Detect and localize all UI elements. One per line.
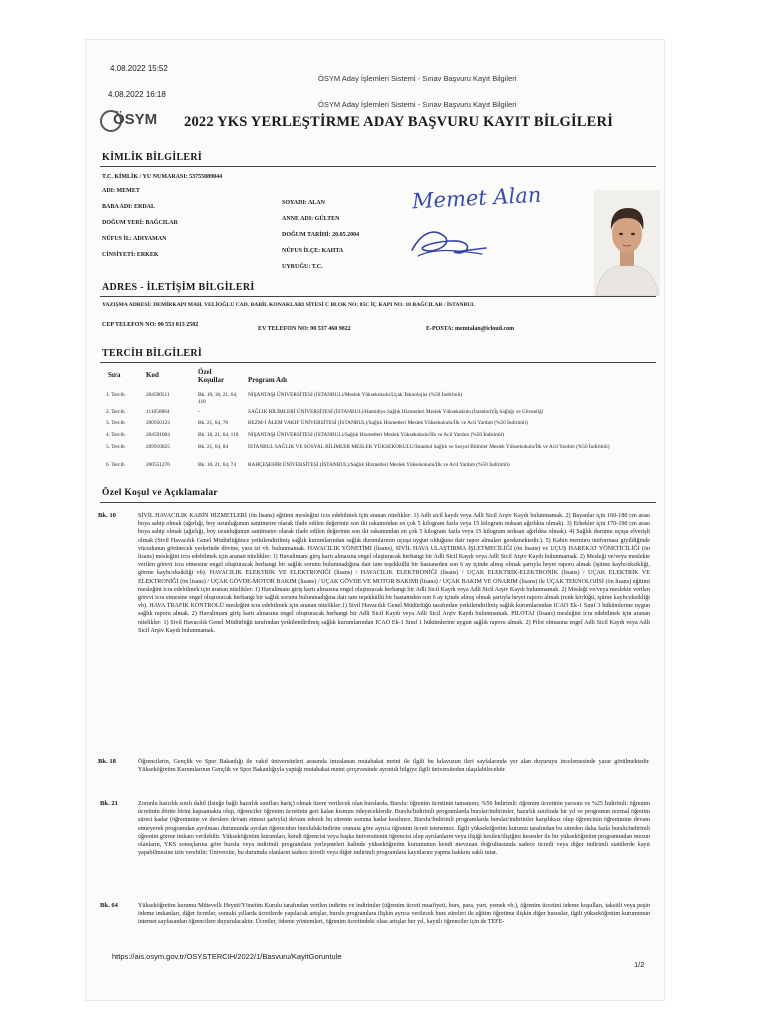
- signature-icon: [404, 220, 494, 264]
- system-title-2: ÖSYM Aday İşlemleri Sistemi - Sınav Başvuru Kayıt Bilgileri: [318, 100, 517, 109]
- page-title: 2022 YKS YERLEŞTİRME ADAY BAŞVURU KAYIT BİLGİLERİ: [184, 114, 614, 130]
- mobile-phone: CEP TELEFON NO: 90 553 813 2502: [102, 322, 199, 328]
- print-date-1: 4.08.2022 15:52: [110, 64, 168, 73]
- row-code: 204591084: [146, 432, 170, 438]
- row-conditions: Bk. 21, 64, 78: [198, 420, 229, 426]
- birth-place: DOĞUM YERİ: BAĞCILAR: [102, 220, 178, 226]
- col-program: Program Adı: [248, 376, 287, 384]
- note-text-bk64: Yükseköğretim kurumu Mütevelli Heyeti/Yönetim Kurulu tarafından verilen indirim ve indirimler (öğrenim ücreti muafiyeti, burs, para, yurt, yemek vb.), öğrenim ücretini ödeme koşulları, taksitli veya peşin ödeme imkanları, diğer ücretler, sonraki yıllarda ücretlerde yapılacak artışlar, burslu programlara ilişkin ayrıca verilecek burs süreleri ile eğitim öğretime ilişkin diğer hususlar, ilgili yükseköğretim kurumunun internet sayfasından öğrencilere duyurulacaktır. Ücretler, ödeme yöntemleri, öğrenim ücretindeki olası artışlar her yıl, kayıtlı öğrenciler için de TEFE-: [138, 903, 650, 926]
- gender: CİNSİYETİ: ERKEK: [102, 252, 159, 258]
- system-title-1: ÖSYM Aday İşlemleri Sistemi - Sınav Başvuru Kayıt Bilgileri: [318, 74, 517, 83]
- note-key-bk21: Bk. 21: [100, 800, 118, 807]
- applicant-photo: [594, 190, 660, 296]
- row-order: 6. Tercih: [106, 462, 125, 468]
- row-conditions: Bk. 10, 18, 21, 64, 118: [198, 392, 238, 405]
- home-phone: EV TELEFON NO: 90 537 460 9822: [258, 326, 351, 332]
- row-program: BAHÇEŞEHİR ÜNİVERSİTESİ (İSTANBUL)/Sağlık Hizmetleri Meslek Yüksekokulu/İlk ve Acil Yardım (%50 İndirimli): [248, 462, 510, 468]
- row-code: 200551276: [146, 462, 170, 468]
- row-order: 2. Tercih: [106, 409, 125, 415]
- note-text-bk18: Öğrencilerin, Gençlik ve Spor Bakanlığı ile vakıf üniversiteleri arasında imzalanan mutabakat metni ile ilgili bu kılavuzun ileri sayfalarında yer alan duyuruyu incelemesinde yarar görülmektedir. Yükseköğretim Kurumlarının Gençlik ve Spor Bakanlığıyla yaptığı mutabakat metni çerçevesinde ayrıntılı bilgiye ilgili üniversiteden ulaşılabilecektir.: [138, 759, 650, 774]
- row-program: SAĞLIK BİLİMLERİ ÜNİVERSİTESİ (İSTANBUL)/Hamidiye Sağlık Hizmetleri Meslek Yüksekokulu (İstanbul)/İş Sağlığı ve Güvenliği: [248, 409, 544, 415]
- registry-province: NÜFUS İL: ADIYAMAN: [102, 236, 167, 242]
- note-key-bk64: Bk. 64: [100, 902, 118, 909]
- col-conditions: Özel Koşullar: [198, 368, 225, 384]
- row-order: 5. Tercih: [106, 444, 125, 450]
- col-order: Sıra: [108, 371, 121, 379]
- print-date-2: 4.08.2022 16:18: [108, 90, 166, 99]
- row-conditions: Bk. 21, 64, 84: [198, 444, 229, 450]
- surname: SOYADI: ALAN: [282, 200, 325, 206]
- document-page: [86, 40, 664, 1000]
- row-code: 200950123: [146, 420, 170, 426]
- note-text-bk10: SİVİL HAVACILIK KABİN HİZMETLERİ (ön lisans) eğitimi mesleğini icra edebilmek için aranan nitelikler: 1) Adli sicil kaydı veya Adli Sicil Arşiv Kaydı bulunmamak. 2) Bayanlar için 160-180 cm arası boya sahip olmak (ağırlığı, boy uzunluğunun santimetre olarak ifade edilen değerinin son iki rakamından en çok 5 kilogram fazla veya 15 kilogram noksan ağırlıkta olmak). 3) Erkekler için 170-190 cm arası boya sahip olmak (ağırlığı, boy uzunluğunun santimetre olarak ifade edilen değerinin son iki rakamından en çok 5 kilogram fazla veya 15 kilogram noksan ağırlıkta olmak). 4) Sağlık durumu uçuşa elverişli olmak (Sivil Havacılık Genel Müdürlüğünce yetkilendirilmiş sağlık kurumlarından sağlık durumlarının uçuşa uygun olduğuna dair rapor almaları gerekmektedir.). 5) Kabin memuru üniforması giyildiğinde vücudunun görünecek yerlerinde dövme, yara izi vb. bulunmamak. HAVACILIK YÖNETİMİ (lisans), SİVİL HAVA ULAŞTIRMA İŞLETMECİLİĞİ (ön lisans) ve UÇUŞ HAREKAT YÖNETİCİLİĞİ (ön lisans) mesleğini icra edebilmek için aranan nitelikler: 1) Havalimanı giriş kartı almasına engel oluşturacak herhangi bir Adli Sicil Kaydı veya Adli Sicil Arşiv Kaydı bulunmamak. 2) Mesleği ve/veya meslekte verilen görevi icra etmesine engel oluşturacak herhangi bir sağlık sorunu bulunmadığına dair tam teşekküllü bir hastaneden son 6 ay içinde almış olmak şartıyla heyet raporu almak (işitme kaybı/eksikliği, görme kaybı/eksikliği vb). HAVACILIK ELEKTRİK VE ELEKTRONİĞİ (lisans) / HAVACILIK ELEKTRONİĞİ (lisans) / UÇAK ELEKTRİK-ELEKTRONİK (lisans) / UÇAK ELEKTRİK VE ELEKTRONİĞİ (ön lisans) / UÇAK GÖVDE-MOTOR BAKIM (lisans) / UÇAK GÖVDE VE MOTOR BAKIMI (lisans) / UÇAK BAKIM VE ONARIM (lisans) ile UÇAK TEKNOLOJİSİ (ön lisans) eğitimi mesleğini icra edebilmek için aranan nitelikler: 1) Havalimanı giriş kartı almasına engel oluşturacak herhangi bir Adli Sicil Kaydı veya Adli Sicil Arşiv Kaydı bulunmamak. 2) Mesleği ve/veya meslekte verilen görevi icra etmesine engel oluşturacak herhangi bir sağlık sorunu bulunmadığına dair tam teşekküllü bir hastaneden son 6 ay içinde almış olmak şartıyla heyet raporu almak (renk körlüğü, işitme kaybı/eksikliği vb). HAVA TRAFİK KONTROLÜ mesleğini icra edebilmek için aranan nitelikler:1) Sivil Havacılık Genel Müdürlüğü tarafından yetkilendirilmiş sağlık kurumlarından ICAO Ek-1 Sınıf 3 hükümlerine uygun sağlık raporu almak. 2) Havalimanı giriş kartı almasına engel oluşturacak herhangi bir Adli Sicil Kaydı veya Adli Sicil Arşiv Kaydı bulunmamak. PİLOTAJ (lisans) mesleğini icra edebilmek için aranan nitelikler: 1) Sivil Havacılık Genel Müdürlüğü tarafından yetkilendirilmiş sağlık kurumlarından ICAO Ek-1 Sınıf 1 hükümlerine uygun sağlık raporu almak. 2) Pilot olmasına engel Adli Sicil Kaydı veya Adli Sicil Arşiv Kaydı bulunmamak.: [138, 513, 650, 634]
- birth-date: DOĞUM TARİHİ: 20.05.2004: [282, 232, 360, 238]
- row-code: 209910025: [146, 444, 170, 450]
- preferences-heading: TERCİH BİLGİLERİ: [102, 348, 203, 359]
- row-conditions: -: [198, 409, 200, 415]
- row-code: 111050864: [146, 409, 170, 415]
- row-program: İSTANBUL SAĞLIK VE SOSYAL BİLİMLER MESLEK YÜKSEKOKULU/İstanbul Sağlık ve Sosyal Bilimler Meslek Yüksekokulu/İlk ve Acil Yardım (%50 İndirimli): [248, 444, 610, 450]
- nationality: UYRUĞU: T.C.: [282, 264, 323, 270]
- person-photo-icon: [594, 190, 660, 296]
- notes-heading: Özel Koşul ve Açıklamalar: [102, 488, 218, 498]
- osym-logo: [100, 108, 160, 130]
- mailing-address: YAZIŞMA ADRESİ: DEMİRKAPI MAH. VELİOĞLU CAD. BABİL KONAKLARI SİTESİ C BLOK NO: 85C İÇ KAPI NO: 18 BAĞCILAR / İSTANBUL: [102, 302, 476, 308]
- address-heading: ADRES - İLETİŞİM BİLGİLERİ: [102, 282, 255, 293]
- handwritten-name: Memet Alan: [411, 182, 542, 214]
- identity-rule: [100, 166, 656, 167]
- row-order: 3. Tercih: [106, 420, 125, 426]
- row-order: 1. Tercih: [106, 392, 125, 398]
- tc-number: T.C. KİMLİK / YU NUMARASI: 53755089044: [102, 174, 223, 180]
- note-key-bk18: Bk. 18: [98, 758, 116, 765]
- logo-text: ÖSYM: [113, 111, 158, 128]
- note-key-bk10: Bk. 10: [98, 512, 116, 519]
- mother-name: ANNE ADI: GÜLTEN: [282, 216, 340, 222]
- first-name: ADI: MEMET: [102, 188, 140, 194]
- row-code: 204590511: [146, 392, 170, 398]
- preferences-rule: [100, 362, 656, 363]
- address-rule: [100, 296, 656, 297]
- row-program: NİŞANTAŞI ÜNİVERSİTESİ (İSTANBUL)/Sağlık Hizmetleri Meslek Yüksekokulu/İlk ve Acil Yardım (%50 İndirimli): [248, 432, 504, 438]
- email: E-POSTA: memtalan@icloud.com: [426, 326, 515, 332]
- page-number: 1/2: [634, 960, 645, 969]
- row-conditions: Bk. 18, 21, 64, 118: [198, 432, 239, 438]
- row-order: 4. Tercih: [106, 432, 125, 438]
- identity-heading: KİMLİK BİLGİLERİ: [102, 152, 203, 163]
- col-code: Kod: [146, 371, 159, 379]
- note-text-bk21: Zorunlu hazırlık sınıfı dahil (İsteğe bağlı hazırlık sınıfları hariç) olmak üzere verilecek olan burslarda, Burslu: öğrenim ücretinin tamamını; %50 İndirimli: öğrenim ücretinin yarısını ve %25 İndirimli: öğrenim ücretinin dörtte birini kapsamakta olup, öğrenciler öğrenim ücretinin geri kalan kısmını ödeyeceklerdir. Burslu/İndirimli programlarda burslar/indirimler, hazırlık sınıfında bir yıl ve programın normal öğretim süresi kadar (öğrenimine ve derslere devam etmesi şartıyla) devam ederek bu sürenin sonuna kadar kesilmez. Burslu/İndirimli programlarda burslar/indirimler karşılıksız olup öğrencinin öğrenimine devam etmeyerek programdan ayrılması durumunda ayrılan öğrenciden bursluluk/indirim oranına göre ayrıca öğrenim ücreti istenemez. İlgili yükseköğretim kurumu tarafından bu süreden daha fazla burslu/indirimli öğrenim görme imkanı verilebilir. Yükseköğretim kurumları, kendi öğrencisi veya başka üniversitenin öğrencisi olup ayrılanların veya ilişiği kesilen/ilişiğini kesenler ile bir yükseköğretim programından mezun olanların, YKS sonuçlarına göre burslu veya indirimli programlara yerleşmeleri halinde yükseköğretim kurumunun kendi mevzuatı doğrultusunda sadece ücretli veya diğer indirimli statülerde kayıt yapabilmesine izin verebilir; Üniversite, bu durumda olanların sadece ücretli veya diğer indirimli programlara kayıtlarını yapma hakkını saklı tutar.: [138, 801, 650, 857]
- father-name: BABA ADI: ERDAL: [102, 204, 156, 210]
- row-conditions: Bk. 18, 21, 64, 74: [198, 462, 236, 468]
- row-program: BEZM-İ ÂLEM VAKIF ÜNİVERSİTESİ (İSTANBUL)/Sağlık Hizmetleri Meslek Yüksekokulu/İlk ve Acil Yardım (%50 İndirimli): [248, 420, 528, 426]
- footer-url: https://ais.osym.gov.tr/OSYSTERCIH/2022/1/Basvuru/KayitGoruntule: [112, 952, 342, 961]
- row-program: NİŞANTAŞI ÜNİVERSİTESİ (İSTANBUL)/Meslek Yüksekokulu/Uçak Teknolojisi (%50 İndirimli): [248, 392, 463, 398]
- notes-rule: [100, 502, 656, 503]
- registry-district: NÜFUS İLÇE: KAHTA: [282, 248, 344, 254]
